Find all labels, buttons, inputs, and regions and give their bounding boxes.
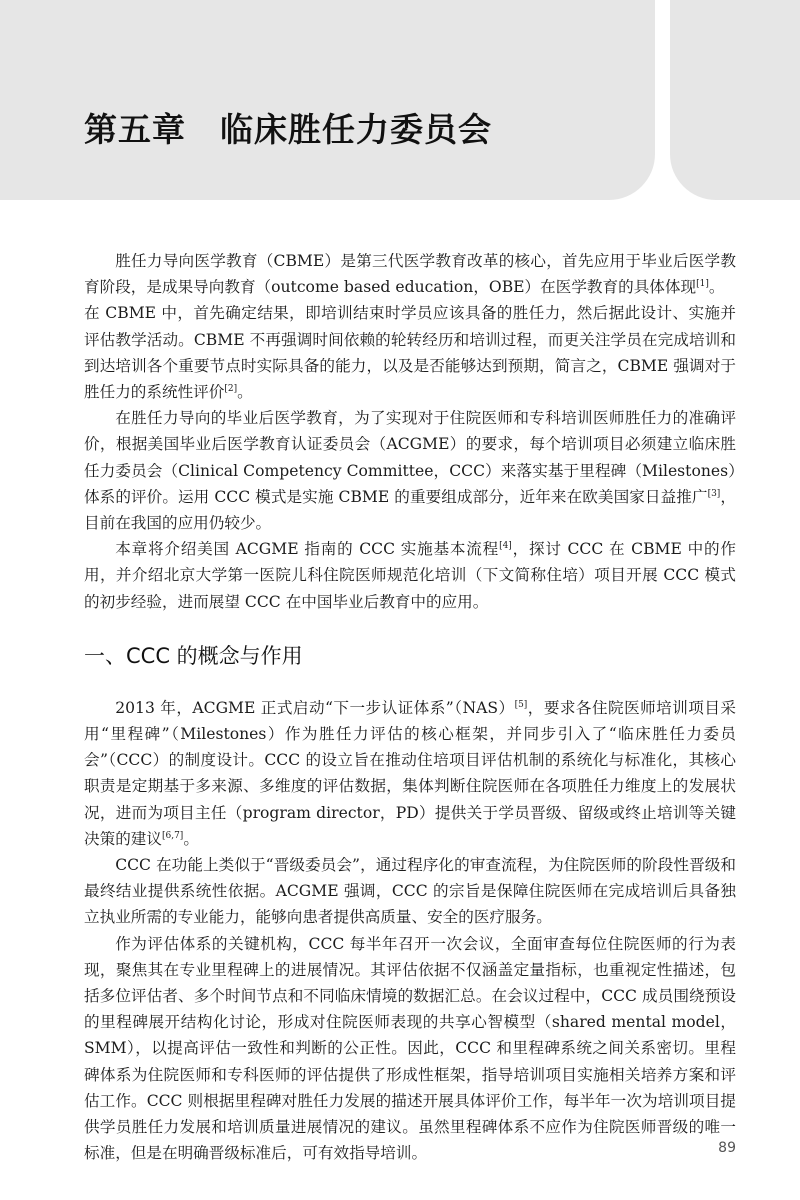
paragraph-1a-end: 。	[708, 278, 725, 297]
body-content	[84, 248, 736, 1167]
paragraph-3-text-b: ，探讨 CCC 在 CBME 中的作用，并介绍北京大学第一医院儿科住院医师规范化培训（下文简称住培）项目开展 CCC 模式的初步经验，进而展望 CCC 在中国毕业后教育中的应用。	[84, 540, 736, 611]
citation-2: [2]	[224, 384, 238, 395]
paragraph-1b-text: 在 CBME 中，首先确定结果，即培训结束时学员应该具备的胜任力，然后据此设计、实施并评估教学活动。CBME 不再强调时间依赖的轮转经历和培训过程，而更关注学员在完成培训和到达培训各个重要节点时实际具备的能力，以及是否能够达到预期，简言之，CBME 强调对于胜任力的系统性评价	[84, 304, 736, 402]
paragraph-1a	[84, 248, 736, 300]
page-number: 89	[718, 1140, 736, 1156]
section-title-1: 一、CCC 的概念与作用	[84, 643, 303, 668]
citation-3: [3]	[707, 488, 721, 499]
paragraph-3	[84, 536, 736, 615]
citation-4: [4]	[499, 541, 512, 552]
paragraph-4-text-b: ，要求各住院医师培训项目采用“里程碑”（Milestones）作为胜任力评估的核心框架，并同步引入了“临床胜任力委员会”（CCC）的制度设计。CCC 的设立旨在推动住培项目评估机制的系统化与标准化，其核心职责是定期基于多来源、多维度的评估数据，集体判断住院医师在各项胜任力维度上的发展状况，进而为项目主任（program director，PD）提供关于学员晋级、留级或终止培训等关键决策的建议	[84, 698, 736, 848]
paragraph-3-text-a: 本章将介绍美国 ACGME 指南的 CCC 实施基本流程	[115, 540, 500, 559]
paragraph-2-end: ，目前在我国的应用仍较少。	[84, 487, 736, 533]
citation-5: [5]	[514, 699, 528, 710]
paragraph-6: 作为评估体系的关键机构，CCC 每半年召开一次会议，全面审查每位住院医师的行为表现，聚焦其在专业里程碑上的进展情况。其评估依据不仅涵盖定量指标，也重视定性描述，包括多位评估者、多个时间节点和不同临床情境的数据汇总。在会议过程中，CCC 成员围绕预设的里程碑展开结构化讨论，形成对住院医师表现的共享心智模型（shared mental model，SMM），以提高评估一致性和判断的公正性。因此，CCC 和里程碑系统之间关系密切。里程碑体系为住院医师和专科医师的评估提供了形成性框架，指导培训项目实施相关培养方案和评估工作。CCC 则根据里程碑对胜任力发展的描述开展具体评价工作，每半年一次为培训项目提供学员胜任力发展和培训质量进展情况的建议。虽然里程碑体系不应作为住院医师晋级的唯一标准，但是在明确晋级标准后，可有效指导培训。	[84, 934, 736, 1163]
paragraph-1b	[84, 300, 736, 405]
paragraph-4-end: 。	[183, 829, 199, 848]
citation-1: [1]	[696, 279, 709, 290]
chapter-title: 第五章 临床胜任力委员会	[84, 110, 492, 149]
chapter-header-tab	[670, 0, 800, 200]
paragraph-4	[84, 695, 736, 852]
citation-6-7: [6,7]	[161, 830, 184, 841]
paragraph-1a-text: 胜任力导向医学教育（CBME）是第三代医学教育改革的核心，首先应用于毕业后医学教育阶段，是成果导向教育（outcome based education，OBE）在医学教育的具体体现	[84, 252, 736, 297]
paragraph-4-text-a: 2013 年，ACGME 正式启动“下一步认证体系”（NAS）	[115, 698, 515, 717]
paragraph-2-text: 在胜任力导向的毕业后医学教育，为了实现对于住院医师和专科培训医师胜任力的准确评价，根据美国毕业后医学教育认证委员会（ACGME）的要求，每个培训项目必须建立临床胜任力委员会（Clinical Competency Committee，CCC）来落实基于里程碑（Milestones）体系的评价。运用 CCC 模式是实施 CBME 的重要组成部分，近年来在欧美国家日益推广	[84, 409, 736, 506]
paragraph-5: CCC 在功能上类似于“晋级委员会”，通过程序化的审查流程，为住院医师的阶段性晋级和最终结业提供系统性依据。ACGME 强调，CCC 的宗旨是保障住院医师在完成培训后具备独立执业所需的专业能力，能够向患者提供高质量、安全的医疗服务。	[84, 856, 736, 927]
paragraph-1b-end: 。	[237, 383, 253, 402]
chapter-header-band	[0, 0, 655, 200]
paragraph-2	[84, 405, 736, 536]
